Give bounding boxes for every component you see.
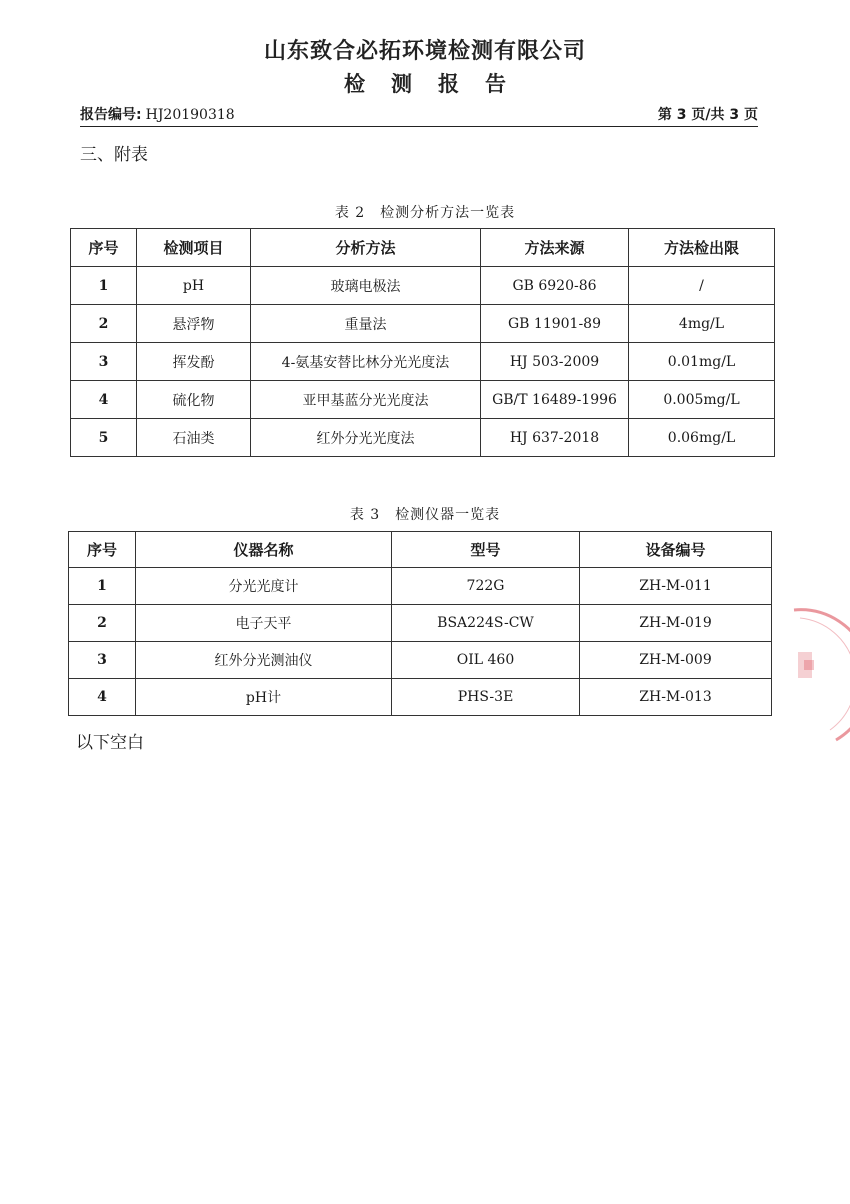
table-cell: ZH-M-019	[580, 605, 772, 642]
table-cell: 亚甲基蓝分光光度法	[251, 381, 481, 419]
table-cell: HJ 637-2018	[481, 419, 629, 457]
header-cell: 设备编号	[580, 532, 772, 568]
table-cell: 0.005mg/L	[629, 381, 775, 419]
table-cell: 5	[71, 419, 137, 457]
table-cell: OIL 460	[392, 642, 580, 679]
section-title: 三、附表	[80, 145, 148, 165]
report-meta	[80, 104, 758, 127]
table-cell: GB 11901-89	[481, 305, 629, 343]
methods-table	[70, 228, 775, 457]
table-cell: 挥发酚	[137, 343, 251, 381]
table-cell: 电子天平	[136, 605, 392, 642]
table-cell: 硫化物	[137, 381, 251, 419]
table-cell: 2	[71, 305, 137, 343]
table-cell: 重量法	[251, 305, 481, 343]
seal-stamp-icon	[790, 600, 850, 750]
table2-caption: 表 2 检测分析方法一览表	[334, 205, 516, 221]
table-cell: HJ 503-2009	[481, 343, 629, 381]
table-row	[69, 642, 772, 679]
instruments-table	[68, 531, 772, 716]
table-cell: BSA224S-CW	[392, 605, 580, 642]
header-cell: 方法来源	[481, 229, 629, 267]
table-cell: 1	[69, 568, 136, 605]
header-cell: 分析方法	[251, 229, 481, 267]
table-cell: 红外分光测油仪	[136, 642, 392, 679]
table-cell: PHS-3E	[392, 679, 580, 716]
table-cell: 4	[69, 679, 136, 716]
table-cell: /	[629, 267, 775, 305]
table-cell: 分光光度计	[136, 568, 392, 605]
table-cell: 石油类	[137, 419, 251, 457]
table-row	[69, 679, 772, 716]
table-row	[71, 419, 775, 457]
report-number-label: 报告编号:	[80, 107, 142, 123]
table-cell: 0.06mg/L	[629, 419, 775, 457]
header-cell: 仪器名称	[136, 532, 392, 568]
end-of-content-note: 以下空白	[76, 733, 144, 753]
table-row	[71, 305, 775, 343]
header-cell: 方法检出限	[629, 229, 775, 267]
table-row	[69, 605, 772, 642]
table-cell: ZH-M-011	[580, 568, 772, 605]
report-number-value: HJ20190318	[145, 107, 235, 123]
header-cell: 序号	[69, 532, 136, 568]
table-cell: 0.01mg/L	[629, 343, 775, 381]
header-cell: 序号	[71, 229, 137, 267]
table-row	[71, 343, 775, 381]
table3-caption: 表 3 检测仪器一览表	[349, 507, 501, 523]
table-cell: 722G	[392, 568, 580, 605]
table-cell: GB 6920-86	[481, 267, 629, 305]
instruments-table-header	[69, 532, 772, 568]
table-row	[71, 267, 775, 305]
table-cell: ZH-M-009	[580, 642, 772, 679]
table-cell: pH	[137, 267, 251, 305]
table-cell: 2	[69, 605, 136, 642]
table-cell: 玻璃电极法	[251, 267, 481, 305]
table-cell: 3	[69, 642, 136, 679]
table-cell: pH计	[136, 679, 392, 716]
header-cell: 检测项目	[137, 229, 251, 267]
table-cell: 3	[71, 343, 137, 381]
table-cell: 红外分光光度法	[251, 419, 481, 457]
table-cell: 悬浮物	[137, 305, 251, 343]
header-cell: 型号	[392, 532, 580, 568]
table-cell: ZH-M-013	[580, 679, 772, 716]
table-cell: 4mg/L	[629, 305, 775, 343]
page-indicator: 第 3 页/共 3 页	[657, 107, 758, 123]
table-cell: GB/T 16489-1996	[481, 381, 629, 419]
report-number	[80, 104, 235, 124]
table-row	[71, 381, 775, 419]
table-row	[69, 568, 772, 605]
table-cell: 4	[71, 381, 137, 419]
table-cell: 1	[71, 267, 137, 305]
company-name: 山东致合必拓环境检测有限公司	[263, 39, 586, 64]
report-title: 检测报告	[344, 72, 532, 96]
table-cell: 4-氨基安替比林分光光度法	[251, 343, 481, 381]
methods-table-header	[71, 229, 775, 267]
